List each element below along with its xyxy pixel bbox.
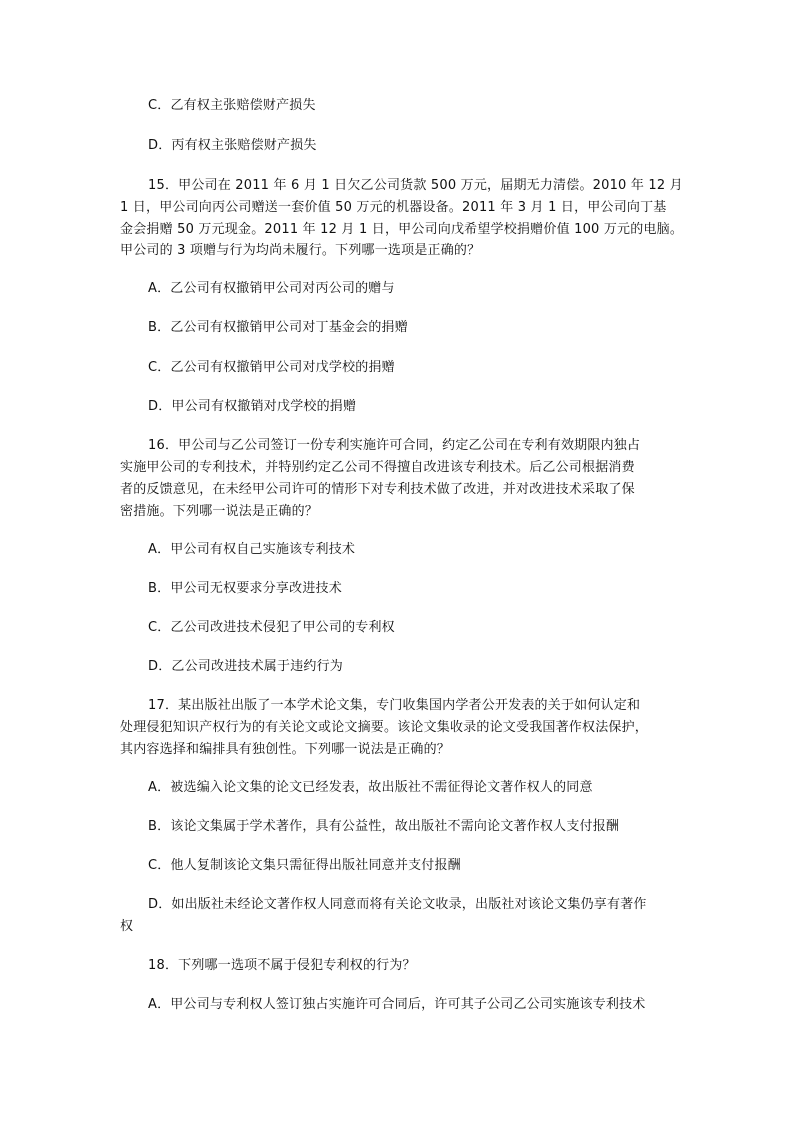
- q17-stem-line-2: 处理侵犯知识产权行为的有关论文或论文摘要。该论文集收录的论文受我国著作权法保护，: [120, 720, 649, 735]
- q15-option-d: D．甲公司有权撤销对戊学校的捐赠: [148, 399, 357, 414]
- q17-stem-line-3: 其内容选择和编排具有独创性。下列哪一说法是正确的？: [120, 742, 451, 757]
- q16-stem-line-4: 密措施。下列哪一说法是正确的？: [120, 504, 319, 519]
- q16-option-a: A．甲公司有权自己实施该专利技术: [148, 542, 356, 557]
- q15-option-b: B．乙公司有权撤销甲公司对丁基金会的捐赠: [148, 320, 408, 335]
- q18-stem: 18．下列哪一选项不属于侵犯专利权的行为？: [148, 958, 416, 973]
- q17-option-d-line-1: D．如出版社未经论文著作权人同意而将有关论文收录，出版社对该论文集仍享有著作: [148, 897, 647, 912]
- q17-option-c: C．他人复制该论文集只需征得出版社同意并支付报酬: [148, 858, 461, 873]
- q17-option-a: A．被选编入论文集的论文已经发表，故出版社不需征得论文著作权人的同意: [148, 780, 593, 795]
- q16-option-c: C．乙公司改进技术侵犯了甲公司的专利权: [148, 620, 395, 635]
- q14-option-d: D．丙有权主张赔偿财产损失: [148, 138, 317, 153]
- q17-option-b: B．该论文集属于学术著作，具有公益性，故出版社不需向论文著作权人支付报酬: [148, 819, 620, 834]
- q16-stem-line-2: 实施甲公司的专利技术，并特别约定乙公司不得擅自改进该专利技术。后乙公司根据消费: [120, 460, 635, 475]
- q14-option-c: C．乙有权主张赔偿财产损失: [148, 98, 316, 113]
- q16-option-d: D．乙公司改进技术属于违约行为: [148, 659, 344, 674]
- q17-stem-line-1: 17．某出版社出版了一本学术论文集，专门收集国内学者公开发表的关于如何认定和: [148, 698, 641, 713]
- q15-option-c: C．乙公司有权撤销甲公司对戊学校的捐赠: [148, 360, 395, 375]
- q16-stem-line-3: 者的反馈意见，在未经甲公司许可的情形下对专利技术做了改进，并对改进技术采取了保: [120, 482, 635, 497]
- q15-stem-line-2: 1 日，甲公司向丙公司赠送一套价值 50 万元的机器设备。2011 年 3 月 1 日，甲公司向丁基: [120, 200, 667, 215]
- q15-stem-line-1: 15．甲公司在 2011 年 6 月 1 日欠乙公司货款 500 万元，届期无力清偿。2010 年 12 月: [148, 178, 683, 193]
- q15-stem-line-4: 甲公司的 3 项赠与行为均尚未履行。下列哪一选项是正确的？: [120, 243, 481, 258]
- q15-stem-line-3: 金会捐赠 50 万元现金。2011 年 12 月 1 日，甲公司向戊希望学校捐赠价值 100 万元的电脑。: [120, 222, 684, 237]
- q18-option-a: A．甲公司与专利权人签订独占实施许可合同后，许可其子公司乙公司实施该专利技术: [148, 997, 646, 1012]
- q17-option-d-line-2: 权: [120, 919, 134, 934]
- q16-option-b: B．甲公司无权要求分享改进技术: [148, 581, 342, 596]
- q16-stem-line-1: 16．甲公司与乙公司签订一份专利实施许可合同，约定乙公司在专利有效期限内独占: [148, 438, 641, 453]
- q15-option-a: A．乙公司有权撤销甲公司对丙公司的赠与: [148, 281, 395, 296]
